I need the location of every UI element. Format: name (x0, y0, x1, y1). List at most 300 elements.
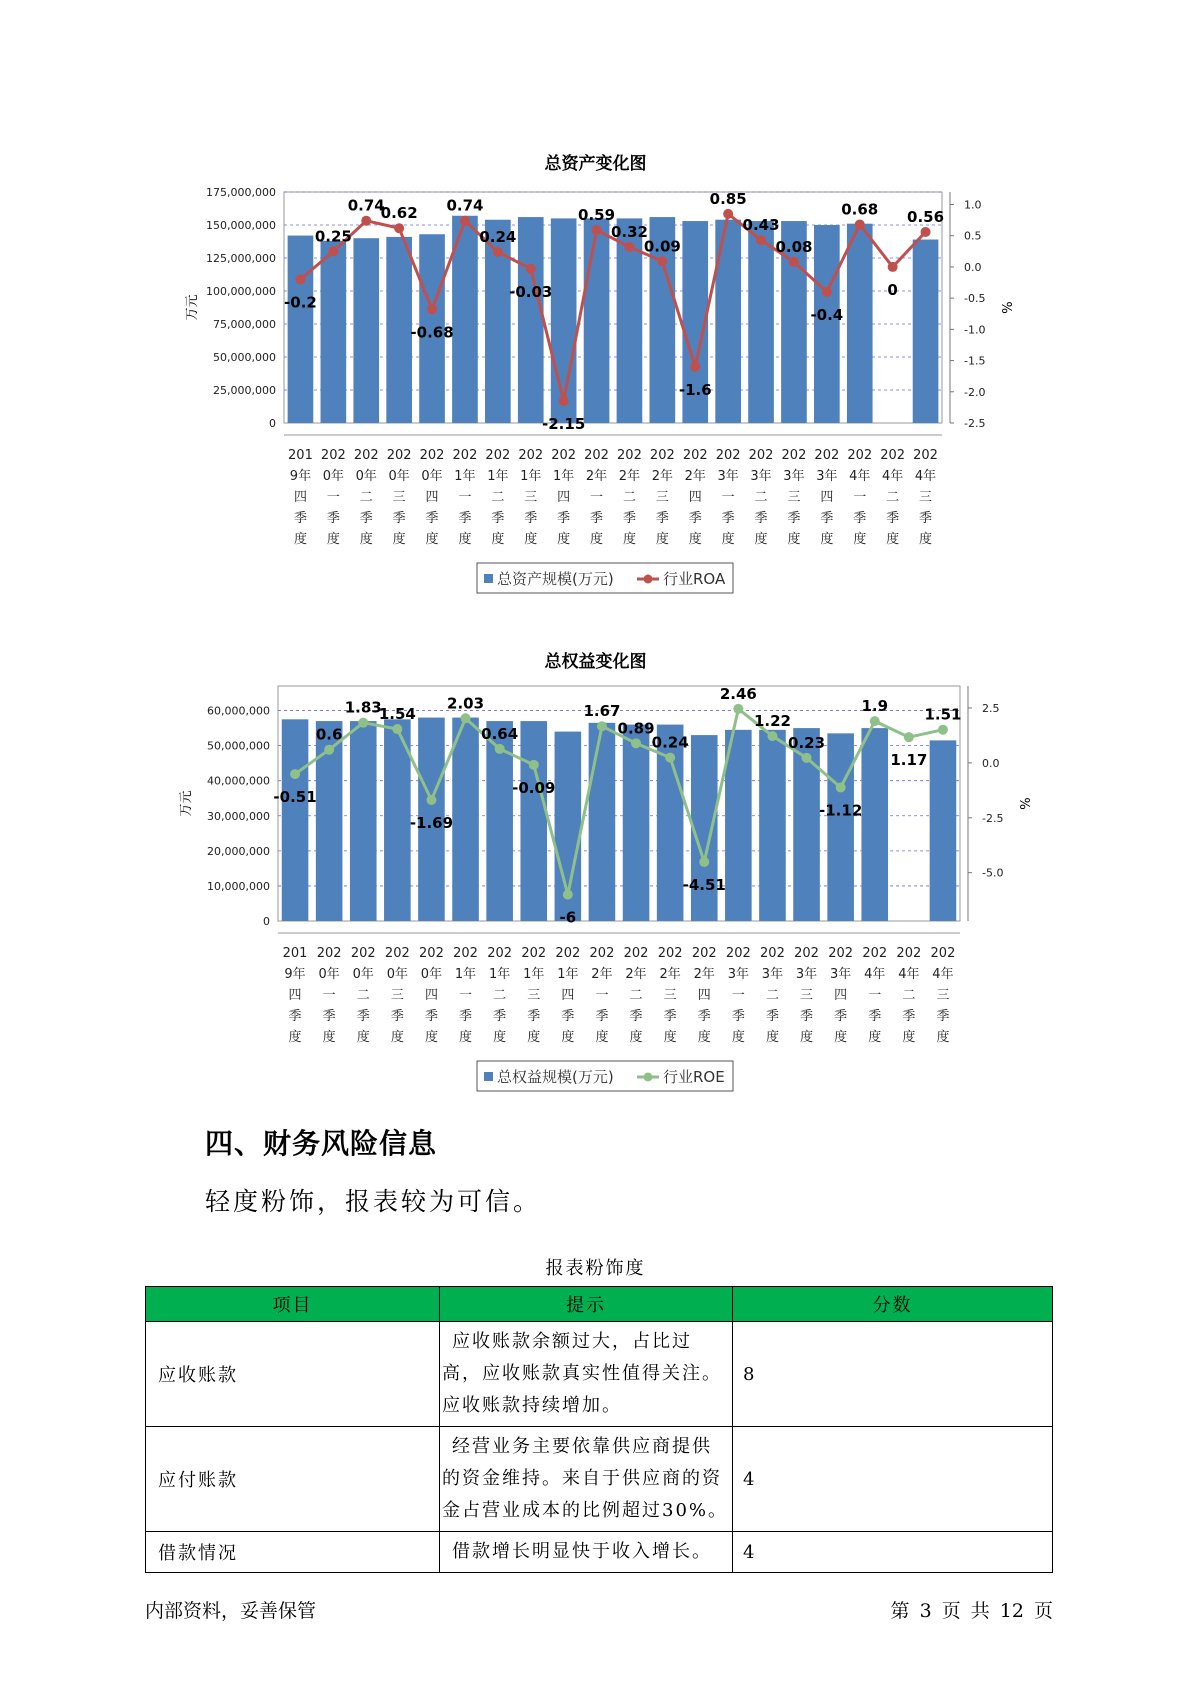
x-tick-label: 季 (288, 1009, 302, 1024)
data-label: 0.64 (481, 724, 519, 743)
x-tick-label: 度 (322, 1030, 336, 1045)
x-tick-label: 1年 (520, 469, 542, 484)
x-tick-label: 202 (880, 448, 906, 463)
x-tick-label: 二 (765, 988, 779, 1003)
bar (589, 723, 616, 921)
x-tick-label: 季 (590, 511, 604, 526)
x-tick-label: 二 (754, 490, 768, 505)
data-label: -2.15 (542, 415, 586, 434)
bar (913, 240, 939, 423)
data-label: 0.89 (617, 719, 655, 738)
x-tick-label: 度 (919, 532, 933, 547)
bar (518, 217, 544, 423)
x-tick-label: 季 (629, 1009, 643, 1024)
x-tick-label: 3年 (727, 967, 749, 982)
x-tick-label: 度 (697, 1030, 711, 1045)
x-tick-label: 1年 (487, 469, 509, 484)
x-tick-label: 度 (688, 532, 702, 547)
x-tick-label: 度 (787, 532, 801, 547)
x-tick-label: 季 (458, 511, 472, 526)
x-tick-label: 度 (557, 532, 571, 547)
line-point (597, 721, 607, 731)
x-tick-label: 202 (453, 946, 478, 961)
row-score: 4 (733, 1532, 1053, 1573)
line-point (904, 732, 914, 742)
data-label: 1.67 (583, 702, 621, 721)
x-tick-label: 四 (288, 988, 302, 1003)
data-label: 0.68 (841, 200, 879, 219)
data-label: -1.12 (819, 801, 863, 820)
bar (725, 730, 752, 921)
x-tick-label: 度 (590, 532, 604, 547)
line-point (328, 246, 338, 256)
row-score: 8 (733, 1322, 1053, 1427)
x-tick-label: 一 (326, 490, 340, 505)
x-tick-label: 202 (725, 946, 751, 961)
x-tick-label: 三 (390, 988, 404, 1003)
x-tick-label: 二 (902, 988, 916, 1003)
legend-line-label: 行业ROA (663, 570, 726, 588)
x-tick-label: 202 (555, 946, 581, 961)
bar (759, 730, 786, 921)
x-tick-label: 季 (787, 511, 801, 526)
line-point (392, 724, 402, 734)
x-tick-label: 一 (721, 490, 735, 505)
x-tick-label: 202 (316, 946, 342, 961)
row-hint: 应收账款余额过大，占比过高，应收账款真实性值得关注。应收账款持续增加。 (440, 1322, 733, 1427)
line-point (938, 725, 948, 735)
x-tick-label: 三 (936, 988, 950, 1003)
line-point (855, 219, 865, 229)
x-tick-label: 4年 (932, 967, 954, 982)
x-tick-label: 4年 (849, 469, 871, 484)
line-point (836, 782, 846, 792)
y-tick-label: 75,000,000 (213, 318, 276, 331)
legend-line-label: 行业ROE (663, 1068, 725, 1086)
data-label: 1.83 (344, 698, 382, 717)
x-tick-label: 二 (629, 988, 643, 1003)
x-tick-label: 季 (424, 1009, 438, 1024)
x-tick-label: 202 (930, 946, 956, 961)
x-tick-label: 度 (356, 1030, 370, 1045)
x-tick-label: 度 (622, 532, 636, 547)
bar (350, 721, 377, 921)
x-tick-label: 二 (359, 490, 373, 505)
y-tick-label: 50,000,000 (207, 739, 270, 753)
y-tick-label: 0 (263, 915, 270, 928)
table-row (146, 1427, 1053, 1532)
x-tick-label: 季 (731, 1009, 745, 1024)
x-tick-label: 度 (392, 532, 406, 547)
y2-tick-label: 0.0 (982, 756, 1000, 770)
line-point (631, 738, 641, 748)
data-label: 0.24 (479, 227, 517, 246)
data-label: -4.51 (682, 875, 726, 894)
x-tick-label: 202 (320, 448, 346, 463)
x-tick-label: 季 (527, 1009, 541, 1024)
x-tick-label: 季 (356, 1009, 370, 1024)
x-tick-label: 202 (485, 448, 511, 463)
x-tick-label: 度 (629, 1030, 643, 1045)
data-label: 1.9 (861, 697, 889, 716)
x-tick-label: 0年 (388, 469, 410, 484)
x-tick-label: 季 (688, 511, 702, 526)
x-tick-label: 度 (721, 532, 735, 547)
x-tick-label: 四 (561, 988, 575, 1003)
data-label: 2.46 (719, 684, 757, 703)
total-equity-chart (0, 643, 1191, 1093)
y2-tick-label: 0.5 (964, 229, 982, 243)
x-tick-label: 季 (392, 511, 406, 526)
table-caption: 报表粉饰度 (545, 1258, 646, 1279)
x-tick-label: 一 (731, 988, 745, 1003)
x-tick-label: 度 (868, 1030, 882, 1045)
x-tick-label: 202 (419, 946, 444, 961)
x-tick-label: 1年 (489, 967, 511, 982)
data-label: -0.09 (512, 778, 556, 797)
x-tick-label: 季 (622, 511, 636, 526)
x-tick-label: 度 (359, 532, 373, 547)
x-tick-label: 四 (424, 988, 438, 1003)
x-tick-label: 202 (452, 448, 478, 463)
y2-tick-label: -1.5 (964, 354, 986, 368)
data-label: 1.22 (753, 712, 791, 731)
x-tick-label: 四 (557, 490, 571, 505)
x-tick-label: 2年 (693, 967, 715, 982)
x-tick-label: 2年 (618, 469, 641, 484)
data-label: -6 (559, 908, 577, 927)
y-tick-label: 50,000,000 (213, 351, 276, 364)
x-tick-label: 度 (288, 1030, 302, 1045)
header-hint: 提示 (440, 1287, 733, 1322)
x-tick-label: 3年 (750, 469, 772, 484)
total-assets-chart (0, 145, 1191, 595)
x-tick-label: 四 (697, 988, 711, 1003)
data-label: 0.23 (788, 733, 826, 752)
line-point (592, 225, 602, 235)
x-tick-label: 201 (288, 448, 313, 463)
y-tick-label: 0 (269, 417, 276, 430)
data-label: -0.68 (410, 323, 454, 342)
footer-confidential-note: 内部资料，妥善保管 (145, 1600, 317, 1622)
x-tick-label: 季 (919, 511, 933, 526)
x-tick-label: 1年 (523, 967, 545, 982)
x-tick-label: 季 (655, 511, 669, 526)
x-tick-label: 二 (493, 988, 507, 1003)
x-tick-label: 202 (353, 448, 379, 463)
x-tick-label: 度 (527, 1030, 541, 1045)
row-hint: 借款增长明显快于收入增长。 (440, 1532, 733, 1573)
legend-bar-swatch (484, 1072, 493, 1081)
y-axis-label: 万元 (185, 294, 200, 321)
y-tick-label: 25,000,000 (213, 384, 276, 397)
x-tick-label: 度 (293, 532, 307, 547)
x-tick-label: 度 (390, 1030, 404, 1045)
x-tick-label: 3年 (795, 967, 818, 982)
y-tick-label: 150,000,000 (206, 219, 276, 232)
bar (321, 241, 347, 423)
x-tick-label: 202 (682, 448, 708, 463)
x-tick-label: 202 (589, 946, 615, 961)
x-tick-label: 季 (697, 1009, 711, 1024)
x-tick-label: 季 (390, 1009, 404, 1024)
x-tick-label: 季 (459, 1009, 473, 1024)
x-tick-label: 0年 (318, 967, 340, 982)
y-tick-label: 175,000,000 (206, 186, 276, 199)
x-tick-label: 四 (425, 490, 439, 505)
x-tick-label: 季 (425, 511, 439, 526)
x-tick-label: 季 (721, 511, 735, 526)
line-point (802, 753, 812, 763)
x-tick-label: 202 (623, 946, 649, 961)
y-tick-label: 60,000,000 (207, 704, 270, 718)
line-point (723, 209, 733, 219)
data-label: 0.6 (315, 725, 343, 744)
line-point (426, 795, 436, 805)
line-point (822, 287, 832, 297)
table-header-row (146, 1287, 1053, 1322)
x-tick-label: 度 (936, 1030, 950, 1045)
line-point (767, 731, 777, 741)
x-tick-label: 3年 (816, 469, 838, 484)
y2-tick-label: -2.5 (982, 811, 1004, 825)
data-label: -1.69 (409, 813, 454, 832)
x-tick-label: 度 (524, 532, 538, 547)
x-tick-label: 1年 (553, 469, 575, 484)
data-label: 0.43 (742, 216, 780, 235)
line-point (493, 247, 503, 257)
bar (814, 225, 840, 423)
x-tick-label: 度 (458, 532, 472, 547)
x-tick-label: 度 (425, 532, 439, 547)
y2-tick-label: -2.5 (964, 417, 986, 430)
x-tick-label: 三 (787, 490, 801, 505)
x-tick-label: 三 (800, 988, 814, 1003)
x-tick-label: 季 (561, 1009, 575, 1024)
x-tick-label: 度 (902, 1030, 916, 1045)
data-label: 0.08 (775, 237, 813, 256)
x-tick-label: 度 (326, 532, 340, 547)
x-tick-label: 2年 (585, 469, 608, 484)
x-tick-label: 度 (491, 532, 505, 547)
x-tick-label: 202 (649, 448, 675, 463)
data-label: 0.56 (907, 207, 945, 226)
legend-bar-label: 总资产规模(万元) (497, 570, 614, 588)
chart-title: 总权益变化图 (544, 652, 647, 672)
bar (288, 236, 314, 423)
x-tick-label: 一 (459, 988, 473, 1003)
x-tick-label: 季 (820, 511, 834, 526)
line-point (529, 760, 539, 770)
x-tick-label: 202 (617, 448, 642, 463)
x-tick-label: 4年 (864, 967, 886, 982)
y2-tick-label: -5.0 (982, 866, 1004, 880)
y2-axis-label: % (1019, 797, 1034, 810)
x-tick-label: 3年 (783, 469, 805, 484)
x-tick-label: 季 (936, 1009, 950, 1024)
line-point (699, 857, 709, 867)
x-tick-label: 季 (902, 1009, 916, 1024)
x-tick-label: 季 (359, 511, 373, 526)
y-tick-label: 125,000,000 (206, 252, 276, 265)
table-row (146, 1532, 1053, 1573)
line-point (870, 716, 880, 726)
x-tick-label: 度 (459, 1030, 473, 1045)
legend-line-marker (644, 575, 653, 584)
data-label: 0.74 (446, 196, 484, 215)
x-tick-label: 2年 (591, 967, 613, 982)
x-tick-label: 三 (919, 490, 933, 505)
x-tick-label: 季 (834, 1009, 848, 1024)
x-tick-label: 度 (765, 1030, 779, 1045)
x-tick-label: 202 (584, 448, 609, 463)
x-tick-label: 季 (754, 511, 768, 526)
line-point (559, 396, 569, 406)
x-tick-label: 季 (524, 511, 538, 526)
x-tick-label: 季 (322, 1009, 336, 1024)
line-point (624, 242, 634, 252)
x-tick-label: 度 (834, 1030, 848, 1045)
x-tick-label: 0年 (386, 967, 408, 982)
x-tick-label: 一 (853, 490, 867, 505)
data-label: 0.85 (709, 189, 747, 208)
x-tick-label: 一 (458, 490, 472, 505)
x-tick-label: 季 (557, 511, 571, 526)
x-tick-label: 季 (886, 511, 900, 526)
risk-summary: 轻度粉饰，报表较为可信。 (205, 1187, 542, 1216)
legend-bar-label: 总权益规模(万元) (497, 1068, 614, 1086)
x-tick-label: 202 (814, 448, 840, 463)
x-tick-label: 三 (524, 490, 538, 505)
bar (551, 218, 577, 423)
bar (930, 740, 957, 921)
bar (520, 721, 547, 921)
y2-axis-label: % (1001, 301, 1016, 314)
line-point (495, 744, 505, 754)
data-label: -0.4 (810, 305, 844, 324)
x-tick-label: 一 (868, 988, 882, 1003)
total-assets-chart-svg (0, 145, 1191, 595)
line-point (295, 274, 305, 284)
y2-tick-label: -0.5 (964, 292, 986, 306)
x-tick-label: 1年 (454, 469, 476, 484)
y-tick-label: 40,000,000 (207, 774, 270, 788)
row-item: 借款情况 (146, 1532, 440, 1573)
bar (748, 221, 774, 423)
x-tick-label: 三 (655, 490, 669, 505)
row-hint: 经营业务主要依靠供应商提供的资金维持。来自于供应商的资金占营业成本的比例超过30%。 (440, 1427, 733, 1532)
x-tick-label: 2年 (625, 967, 647, 982)
x-tick-label: 度 (853, 532, 867, 547)
data-label: 0.24 (651, 733, 689, 752)
y2-tick-label: 2.5 (982, 701, 1000, 715)
data-label: 1.54 (378, 705, 416, 724)
total-equity-chart-svg (0, 643, 1191, 1093)
x-tick-label: 0年 (352, 967, 374, 982)
data-label: 0.25 (314, 227, 352, 246)
bar (847, 224, 873, 423)
line-point (394, 223, 404, 233)
x-tick-label: 度 (595, 1030, 609, 1045)
x-tick-label: 202 (521, 946, 547, 961)
data-label: 0.09 (643, 237, 681, 256)
y-tick-label: 100,000,000 (206, 285, 276, 298)
x-tick-label: 三 (392, 490, 406, 505)
header-score: 分数 (733, 1287, 1053, 1322)
line-point (657, 256, 667, 266)
data-label: -0.51 (273, 788, 317, 807)
x-tick-label: 202 (715, 448, 741, 463)
x-tick-label: 202 (419, 448, 445, 463)
x-tick-label: 二 (886, 490, 900, 505)
bar (353, 238, 379, 423)
line-point (290, 769, 300, 779)
line-point (358, 718, 368, 728)
line-point (921, 227, 931, 237)
x-tick-label: 2年 (659, 967, 681, 982)
x-tick-label: 2年 (651, 469, 673, 484)
x-tick-label: 202 (551, 448, 577, 463)
x-tick-label: 0年 (420, 967, 443, 982)
x-tick-label: 三 (527, 988, 541, 1003)
x-tick-label: 3年 (717, 469, 739, 484)
row-score: 4 (733, 1427, 1053, 1532)
legend-line-marker (644, 1073, 653, 1082)
x-tick-label: 201 (282, 946, 308, 961)
x-tick-label: 202 (487, 946, 513, 961)
data-label: 0.74 (347, 196, 385, 215)
line-point (789, 257, 799, 267)
y-tick-label: 10,000,000 (207, 879, 270, 893)
y2-tick-label: 1.0 (964, 198, 982, 212)
legend-bar-swatch (484, 574, 493, 583)
line-point (665, 753, 675, 763)
x-tick-label: 二 (491, 490, 505, 505)
y2-tick-label: -2.0 (964, 385, 986, 399)
footer-page-number: 第 3 页 共 12 页 (890, 1600, 1053, 1622)
data-label: -0.2 (284, 293, 317, 312)
x-tick-label: 度 (800, 1030, 814, 1045)
data-label: -0.03 (509, 282, 553, 301)
x-tick-label: 三 (663, 988, 677, 1003)
x-tick-label: 4年 (898, 967, 920, 982)
x-tick-label: 季 (663, 1009, 677, 1024)
bar (623, 725, 650, 921)
line-point (461, 713, 471, 723)
x-tick-label: 一 (590, 490, 604, 505)
line-point (733, 704, 743, 714)
x-tick-label: 202 (794, 946, 819, 961)
line-point (460, 216, 470, 226)
x-tick-label: 四 (688, 490, 702, 505)
line-point (324, 745, 334, 755)
x-tick-label: 度 (886, 532, 900, 547)
x-tick-label: 季 (595, 1009, 609, 1024)
data-label: 2.03 (447, 694, 485, 713)
bar (827, 733, 854, 921)
x-tick-label: 季 (326, 511, 340, 526)
x-tick-label: 202 (913, 448, 938, 463)
x-tick-label: 202 (386, 448, 412, 463)
line-point (756, 235, 766, 245)
data-label: 0.62 (380, 204, 418, 223)
x-tick-label: 季 (491, 511, 505, 526)
x-tick-label: 度 (754, 532, 768, 547)
line-point (427, 304, 437, 314)
x-tick-label: 季 (800, 1009, 814, 1024)
x-tick-label: 二 (622, 490, 636, 505)
y2-tick-label: 0.0 (964, 260, 982, 274)
